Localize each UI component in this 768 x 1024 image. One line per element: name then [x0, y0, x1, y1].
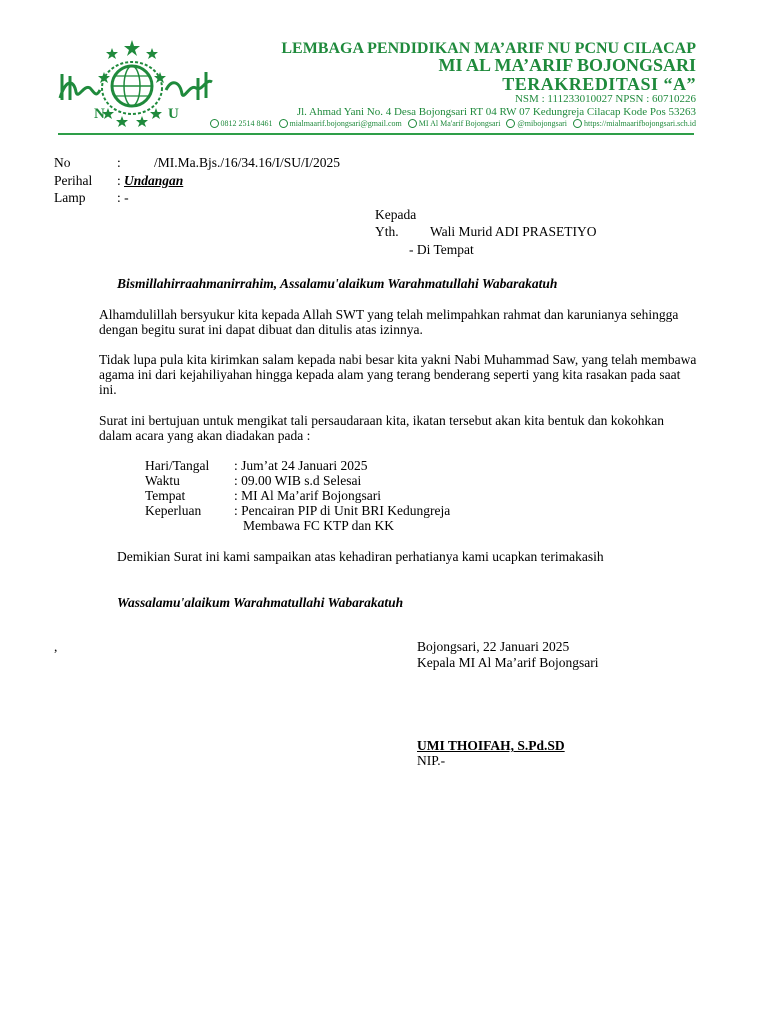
- signature-place-date: Bojongsari, 22 Januari 2025: [417, 639, 570, 654]
- school-address: Jl. Ahmad Yani No. 4 Desa Bojongsari RT 04 RW 07 Kedungreja Cilacap Kode Pos 53263: [296, 106, 696, 118]
- facebook-icon: [408, 119, 417, 128]
- perihal-label: Perihal: [54, 173, 93, 188]
- detail-value-hari: : Jum’at 24 Januari 2025: [234, 458, 368, 473]
- closing-paragraph: Demikian Surat ini kami sampaikan atas kehadiran perhatianya kami ucapkan terimakasih: [117, 549, 604, 564]
- kepada-label: Kepada: [375, 207, 417, 222]
- no-separator: :: [117, 155, 121, 170]
- phone-number: 0812 2514 8461: [220, 119, 273, 128]
- facebook-name: MI Al Ma'arif Bojongsari: [418, 119, 501, 128]
- email-address: mialmaarif.bojongsari@gmail.com: [289, 119, 402, 128]
- detail-extra: Membawa FC KTP dan KK: [243, 518, 394, 533]
- logo-letter-u: U: [168, 106, 179, 122]
- letterhead-divider: [58, 133, 694, 135]
- paragraph-2: Tidak lupa pula kita kirimkan salam kepada nabi besar kita yakni Nabi Muhammad Saw, yang telah membawa agama ini dari kejahiliyahan hingga kepada alam yang terang benderang seperti yang kita rasakan pada saat ini.: [99, 352, 697, 397]
- detail-label-keperluan: Keperluan: [145, 503, 202, 518]
- perihal-separator: :: [117, 173, 121, 188]
- paragraph-3: Surat ini bertujuan untuk mengikat tali persaudaraan kita, ikatan tersebut akan kita bentuk dan kokohkan dalam acara yang akan diadakan pada :: [99, 413, 664, 443]
- recipient-name: Wali Murid ADI PRASETIYO: [430, 224, 597, 239]
- logo-letter-n: N: [94, 106, 105, 122]
- instagram-handle: @mibojongsari: [517, 119, 568, 128]
- globe-icon: [573, 119, 582, 128]
- instagram-icon: [506, 119, 515, 128]
- email-icon: [279, 119, 288, 128]
- institution-line: LEMBAGA PENDIDIKAN MA’ARIF NU PCNU CILACAP: [281, 40, 696, 57]
- whatsapp-icon: [210, 119, 219, 128]
- accreditation: TERAKREDITASI “A”: [502, 74, 696, 94]
- paragraph-1: Alhamdulillah bersyukur kita kepada Allah SWT yang telah melimpahkan rahmat dan karunianya sehingga dengan begitu surat ini dapat dibuat dan ditulis atas izinnya.: [99, 307, 679, 337]
- perihal-value: Undangan: [124, 173, 184, 188]
- nsm-npsn: NSM : 111233010027 NPSN : 60710226: [514, 93, 696, 105]
- yth-label: Yth.: [375, 224, 399, 239]
- detail-value-waktu: : 09.00 WIB s.d Selesai: [234, 473, 362, 488]
- detail-label-waktu: Waktu: [145, 473, 180, 488]
- signatory-nip: NIP.-: [417, 753, 446, 768]
- opening-greeting: Bismillahirraahmanirrahim, Assalamu'alaikum Warahmatullahi Wabarakatuh: [117, 276, 558, 291]
- signature-comma: ,: [54, 639, 58, 654]
- closing-salam: Wassalamu'alaikum Warahmatullahi Wabarakatuh: [117, 595, 404, 610]
- lamp-label: Lamp: [54, 190, 86, 205]
- school-name: MI AL MA’ARIF BOJONGSARI: [438, 55, 696, 75]
- letter-number: /MI.Ma.Bjs./16/34.16/I/SU/I/2025: [154, 155, 341, 170]
- detail-value-keperluan: : Pencairan PIP di Unit BRI Kedungreja: [234, 503, 451, 518]
- lamp-value: : -: [117, 190, 129, 205]
- detail-label-tempat: Tempat: [145, 488, 186, 503]
- nu-logo: [56, 38, 218, 132]
- no-label: No: [54, 155, 71, 170]
- signatory-name: UMI THOIFAH, S.Pd.SD: [417, 738, 565, 753]
- detail-label-hari: Hari/Tangal: [145, 458, 210, 473]
- signature-position: Kepala MI Al Ma’arif Bojongsari: [417, 655, 599, 670]
- recipient-place: - Di Tempat: [409, 242, 474, 257]
- detail-value-tempat: : MI Al Ma’arif Bojongsari: [234, 488, 381, 503]
- contact-row: [210, 119, 696, 128]
- website-url: https://mialmaarifbojongsari.sch.id: [584, 119, 696, 128]
